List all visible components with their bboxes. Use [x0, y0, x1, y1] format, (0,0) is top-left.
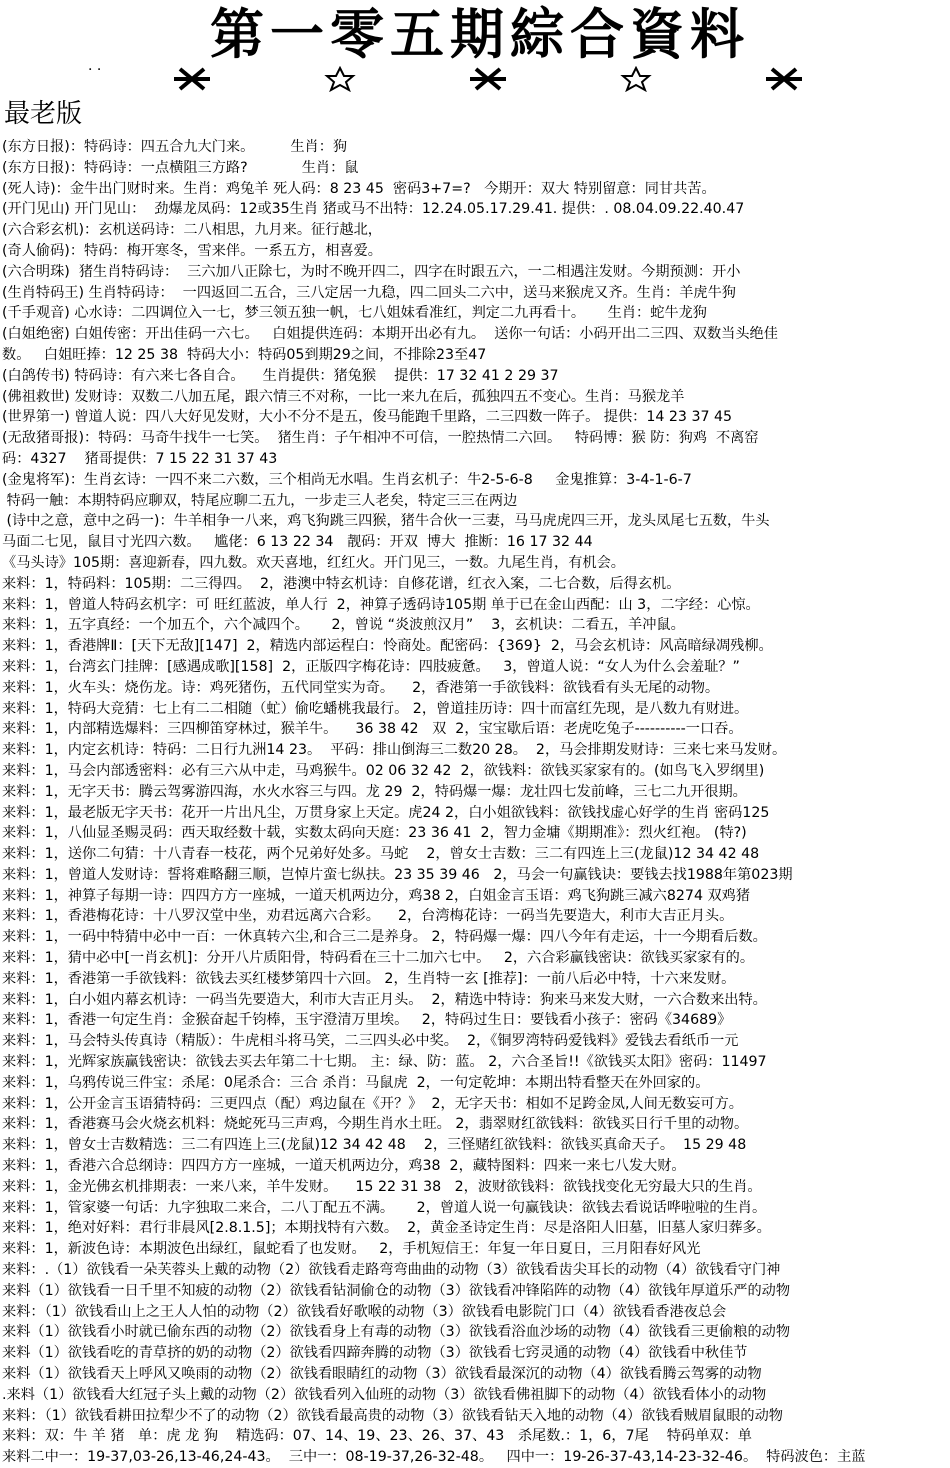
asterisk-icon	[466, 66, 510, 92]
text-line: 来料：1，白小姐内幕玄机诗：一码当先要造大，利市大吉正月头。 2，精选中特诗：狗来马来发大财，一六合数来出特。	[2, 991, 767, 1008]
text-line: (六合明珠) 猪生肖特码诗： 三六加八正除七，为时不晚开四二，四字在时跟五六，一二相遇注发财。今期预测：开小	[2, 263, 741, 280]
text-line: 来料：.（1）欲钱看一朵芙蓉头上戴的动物（2）欲钱看走路弯弯曲曲的动物（3）欲钱看齿尖耳长的动物（4）欲钱看守门神	[2, 1262, 781, 1279]
text-line: 来料：1，管家婆一句话：九字独取二来合，二八丁配五不满。 2，曾道人说一句赢钱诀：欲钱去看说话哗啦啦的生肖。	[2, 1199, 767, 1216]
text-line: 来料：1，曾道人发财诗：誓将难略翻三顺，岂悼片蛮七纵扶。23 35 39 46 2，马会一句赢钱诀：要钱去找1988年第023期	[2, 866, 793, 883]
text-line: 来料：双：牛 羊 猪 单：虎 龙 狗 精选码：07、14、19、23、26、37、43 杀尾数.：1，6，7尾 特码单双：单	[2, 1428, 752, 1445]
text-line: (东方日报)：特码诗：一点横阻三方路? 生肖：鼠	[2, 159, 359, 176]
text-line: 来料：1，特码大竞猜：七上有二二相随（虻）偷吃蟠桃我最行。 2，曾道挂历诗：四十而富红先现，是八数九有财进。	[2, 700, 749, 717]
text-line: 来料：1，内定玄机诗：特码：二日行九洲14 23。 平码：排山倒海三二数20 28。 2，马会排期发财诗：三来七来马发财。	[2, 742, 787, 759]
text-line: (世界第一) 曾道人说：四八大好见发财，大小不分不是五，俊马能跑千里路，二三四数一阵子。 提供：14 23 37 45	[2, 409, 733, 426]
text-line: 来料：1，香港牌Ⅱ：[天下无敌][147] 2，精选内部运程白：怜商处。配密码：{369} 2，马会玄机诗：风高暗绿凋残柳。	[2, 638, 773, 655]
text-line: 码：4327 猪哥提供：7 15 22 31 37 43	[2, 450, 278, 467]
text-line: 来料：1，马会特头传真诗（精版）：牛虎相斗将马笑，二三四头必中奖。 2，《铜罗湾特码爱钱料》爱钱去看纸币一元	[2, 1033, 739, 1050]
text-line: 来料（1）欲钱看小时就已偷东西的动物（2）欲钱看身上有毒的动物（3）欲钱看浴血沙场的动物（4）欲钱看三更偷粮的动物	[2, 1324, 791, 1341]
text-line: 来料：1，内部精选爆料：三四柳笛穿林过，猴羊牛。 36 38 42 双 2，宝宝歇后语：老虎吃兔子----------一口吞。	[2, 721, 743, 738]
text-line: (东方日报)：特码诗：四五合九大门来。 生肖：狗	[2, 139, 348, 155]
text-line: (白姐绝密) 白姐传密：开出佳码一六七。 白姐提供连码：本期开出必有九。 送你一句话：小码开出二三四、双数当头绝佳	[2, 326, 778, 343]
text-line: 来料：1，特码料：105期：二三得四。 2，港澳中特玄机诗：自修花谱，红衣入案，二七合数，后得玄机。	[2, 575, 681, 592]
text-line: 来料：1，马会内部透密料：必有三六从中走，马鸡猴牛。02 06 32 42 2，欲钱料：欲钱买家家有的。(如鸟飞入罗纲里)	[2, 762, 765, 779]
text-line: 来料：1，一码中特猜中必中一百：一休真转六尘,和合三二是养身。 2，特码爆一爆：四八今年有走运，十一今期看后数。	[2, 929, 767, 946]
text-line: 来料：1，送你二句猜：十八青春一枝花，两个兄弟好处多。马蛇 2，曾女士吉数：三二有四连上三(龙鼠)12 34 42 48	[2, 846, 760, 863]
text-line: (生肖特码王) 生肖特码诗： 一四返回二五合，三八定居一九稳，四二回头二六中，送马来猴虎又齐。生肖：羊虎牛狗	[2, 284, 736, 301]
text-line: 来料：1，香港一句定生肖：金猴奋起千钧棒，玉宇澄清万里埃。 2，特码过生日：要钱看小孩子：密码《34689》	[2, 1012, 732, 1029]
text-line: (开门见山) 开门见山： 劲爆龙凤码：12或35生肖 猪或马不出特：12.24.05.17.29.41. 提供：. 08.04.09.22.40.47	[2, 201, 745, 218]
text-line: 来料：1，香港六合总纲诗：四四方方一座城，一道天机两边分，鸡38 2，藏特图料：四来一来七八发大财。	[2, 1158, 686, 1175]
text-line: 数。 白姐旺捧：12 25 38 特码大小：特码05到期29之间，不排除23至47	[2, 346, 487, 363]
text-line: 来料：（1）欲钱看耕田拉犁少不了的动物（2）欲钱看最高贵的动物（3）欲钱看钻天入地的动物（4）欲钱看贼眉鼠眼的动物	[2, 1407, 783, 1424]
ornament-row	[170, 66, 810, 92]
text-line: .来料（1）欲钱看大红冠子头上戴的动物（2）欲钱看列入仙班的动物（3）欲钱看佛祖脚下的动物（4）欲钱看体小的动物	[2, 1386, 767, 1403]
text-line: 来料（1）欲钱看天上呼风又唤雨的动物（2）欲钱看眼睛红的动物（3）欲钱看最深沉的动物（4）欲钱看腾云驾雾的动物	[2, 1366, 762, 1383]
text-line: (无敌猪哥报)：特码：马奇牛找牛一七笑。 猪生肖：子午相冲不可信，一腔热情二六回。 特码博：猴 防：狗鸡 不离窑	[2, 430, 759, 447]
text-line: 来料：1，香港第一手欲钱料：欲钱去买红楼梦第四十六回。 2，生肖特一玄 [推荐]：一前八后必中特，十六来发财。	[2, 970, 736, 987]
text-line: (诗中之意，意中之码一)：牛羊相争一八来，鸡飞狗跳三四猴，猪牛合伙一三妻，马马虎虎四三开，龙头凤尾七五数，牛头	[2, 513, 770, 530]
star-outline-icon	[318, 66, 362, 92]
text-line: 来料：1，火车头：烧伤龙。诗：鸡死猪伤，五代同堂实为奇。 2，香港第一手欲钱料：欲钱看有头无尾的动物。	[2, 679, 720, 696]
text-line: (奇人偷码)：特码：梅开寒冬，雪来伴。一系五方，相喜爱。	[2, 242, 382, 259]
text-line: 《马头诗》105期：喜迎新春，四九数。欢天喜地，红红火。开门见三，一数。九尾生肖，有机会。	[2, 554, 625, 571]
text-line: (佛祖救世) 发财诗：双数二八加五尾，跟六情三不对称，一比一来九在后，孤独四五不变心。生肖：马猴龙羊	[2, 388, 685, 405]
star-outline-icon	[614, 66, 658, 92]
asterisk-icon	[170, 66, 214, 92]
text-line: 来料：1，香港赛马会火烧玄机料：烧蛇死马三声鸡，今期生肖水土旺。 2，翡翠财红欲钱料：欲钱买日行千里的动物。	[2, 1116, 749, 1133]
text-line: 来料：1，公开金言玉语猜特码：三更四点（配）鸡边鼠在《开？》 2，无字天书：相如不足跨金凤,人间无数妄可方。	[2, 1095, 743, 1112]
text-line: 来料：1，曾女士吉数精选：三二有四连上三(龙鼠)12 34 42 48 2，三怪赌红欲钱料：欲钱买真命天子。 15 29 48	[2, 1137, 747, 1154]
text-line: (死人诗)：金牛出门财时来。生肖：鸡兔羊 死人码：8 23 45 密码3+7=? 今期开：双大 特别留意：同甘共苦。	[2, 180, 716, 197]
text-line: 来料：1，乌鸦传说三件宝：杀尾：0尾杀合：三合 杀肖：马鼠虎 2，一句定乾坤：本期出特看整天在外回家的。	[2, 1074, 710, 1091]
text-line: 来料（1）欲钱看一日千里不知疲的动物（2）欲钱看钻洞偷仓的动物（3）欲钱看冲锋陷阵的动物（4）欲钱年厚道乐严的动物	[2, 1282, 791, 1299]
page-title: 第一零五期綜合資料	[210, 2, 750, 66]
decorative-dots: · ·	[88, 62, 102, 78]
text-line: 来料：1，光辉家族赢钱密诀：欲钱去买去年第二十七期。 主：绿、防：蓝。 2，六合圣旨!!《欲钱买太阳》密码：11497	[2, 1054, 767, 1071]
text-line: 来料：1，台湾玄门挂牌：[感遇成歌][158] 2，正版四字梅花诗：四肢疲惫。 3，曾道人说：“女人为什么会羞耻？”	[2, 658, 740, 675]
text-line: 来料：1，香港梅花诗：十八罗汉堂中坐，劝君远离六合彩。 2，台湾梅花诗：一码当先要造大，利市大吉正月头。	[2, 908, 734, 925]
text-line: (白鸽传书) 特码诗：有六来七各自合。 生肖提供：猪兔猴 提供：17 32 41 2 29 37	[2, 367, 559, 384]
text-line: (千手观音) 心水诗：二四调位入一七，梦三领五独一帆，七八姐妹看准红，判定二九再看十。 生肖：蛇牛龙狗	[2, 305, 707, 322]
text-line: 来料：1，神算子每期一诗：四四方方一座城，一道天机两边分，鸡38 2，白姐金言玉语：鸡飞狗跳三减六8274 双鸡猪	[2, 887, 751, 904]
text-line: 特码一触：本期特码应聊双，特尾应聊二五九，一步走三人老矣，特定三三在两边	[2, 492, 518, 509]
text-line: 来料：1，金光佛玄机排期表：一来八来，羊牛发财。 15 22 31 38 2，波财欲钱料：欲钱找变化无穷最大只的生肖。	[2, 1178, 762, 1195]
text-line: (金鬼将军)：生肖玄诗：一四不来二六数，三个相尚无水唱。生肖玄机子：牛2-5-6-8 金鬼推算：3-4-1-6-7	[2, 471, 692, 488]
asterisk-icon	[762, 66, 806, 92]
text-line: 来料：1，绝对好料：君行非晨风[2.8.1.5]；本期找特有六数。 2，黄金圣诗定生肖：尽是洛阳人旧墓，旧墓人家归葬多。	[2, 1220, 771, 1237]
edition-label: 最老版	[4, 99, 83, 129]
text-line: 来料：1，最老版无字天书：花开一片出凡尘，万贯身家上天定。虎24 2，白小姐欲钱料：欲钱找虚心好学的生肖 密码125	[2, 804, 770, 821]
text-line: 来料二中一：19-37,03-26,13-46,24-43。 三中一：08-19-37,26-32-48。 四中一：19-26-37-43,14-23-32-46。 特码波色：主蓝	[2, 1449, 866, 1466]
text-line: 来料（1）欲钱看吃的青草挤的奶的动物（2）欲钱看四蹄奔腾的动物（3）欲钱看七窍灵通的动物（4）欲钱看中秋佳节	[2, 1345, 748, 1362]
text-line: (六合彩玄机)：玄机送码诗：二八相思，九月来。征行越北，	[2, 222, 391, 239]
text-line: 来料：1，八仙显圣赐灵码：西天取经数十载，实数太码向天庭：23 36 41 2，智力金墉《期期准》：烈火红袍。 (特?)	[2, 825, 747, 842]
text-line: 来料：1，曾道人特码玄机字：可 旺红蓝波，单人行 2，神算子透码诗105期 单于已在金山西配：山 3，二字经：心惊。	[2, 596, 760, 613]
text-line: 来料：1，五字真经：一个加五个，六个减四个。 2，曾说 “炎波煎汉月” 3，玄机诀：二看五，羊冲鼠。	[2, 617, 685, 634]
text-line: 来料：1，新波色诗：本期波色出绿红，鼠蛇看了也发财。 2，手机短信王：年复一年日夏日，三月阳春好风光	[2, 1241, 701, 1258]
text-line: 来料：1，猜中必中[一肖玄机]：分开八片质阳骨，特码看在三十二加六七中。 2，六合彩赢钱密诀：欲钱买家家有的。	[2, 950, 755, 967]
content-lines	[2, 137, 948, 1468]
text-line: 马面二七见，鼠目寸光四六数。 尴佬：6 13 22 34 靓码：开双 博大 推断：16 17 32 44	[2, 534, 593, 551]
text-line: 来料：（1）欲钱看山上之王人人怕的动物（2）欲钱看好歌喉的动物（3）欲钱看电影院门口（4）欲钱看香港夜总会	[2, 1303, 727, 1320]
text-line: 来料：1，无字天书：腾云驾雾游四海，水火水容三与四。龙 29 2，特码爆一爆：龙壮四七发前峰，三七二九开很期。	[2, 783, 747, 800]
